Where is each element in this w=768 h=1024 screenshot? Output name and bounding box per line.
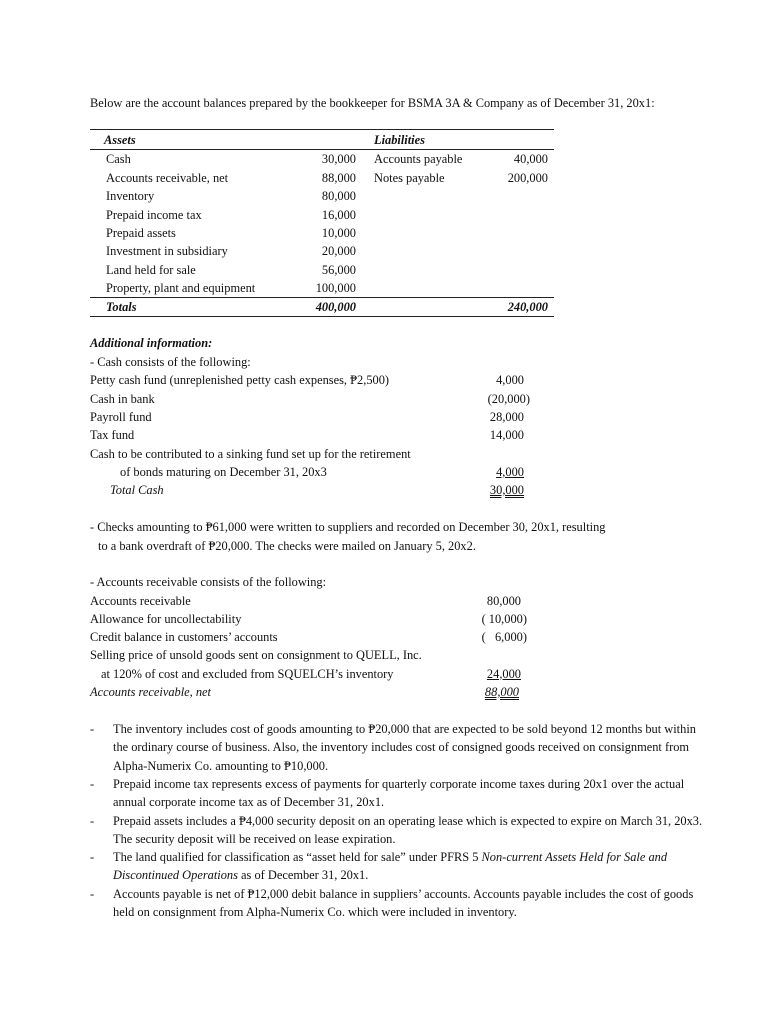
- asset-label: Inventory: [106, 189, 155, 203]
- ar-item-value: 24,000: [486, 666, 521, 681]
- ar-total-label: Accounts receivable, net: [90, 685, 211, 699]
- assets-header: Assets: [104, 133, 136, 147]
- cash-item-label: Payroll fund: [90, 410, 152, 424]
- ar-item-label: Accounts receivable: [90, 593, 191, 608]
- bullet-dash: -: [90, 722, 95, 736]
- asset-label: Property, plant and equipment: [106, 280, 256, 295]
- totals-bottom-rule: [90, 316, 554, 317]
- asset-value: 100,000: [315, 280, 356, 295]
- asset-value: 10,000: [321, 225, 356, 240]
- asset-label: Prepaid assets: [106, 225, 176, 240]
- bullet-dash: -: [90, 777, 95, 791]
- cash-intro: - Cash consists of the following:: [90, 354, 251, 369]
- cash-item-label: Petty cash fund (unreplenished petty cash expenses, ₱2,500): [90, 373, 390, 387]
- asset-value: 20,000: [321, 244, 356, 258]
- additional-heading: Additional information:: [90, 336, 213, 350]
- cash-item-label: of bonds maturing on December 31, 20x3: [120, 465, 327, 479]
- asset-label: Prepaid income tax: [106, 207, 202, 222]
- ar-intro: - Accounts receivable consists of the following:: [90, 575, 327, 589]
- asset-label: Accounts receivable, net: [106, 170, 229, 185]
- cash-item-value: 4,000: [496, 465, 524, 479]
- ar-item-value: ( 6,000): [481, 630, 527, 644]
- assets-total: 400,000: [315, 300, 356, 314]
- cash-item-label: Tax fund: [90, 428, 135, 442]
- cash-item-label: Cash in bank: [90, 391, 155, 406]
- cash-item-label: Cash to be contributed to a sinking fund set up for the retirement: [90, 446, 411, 461]
- totals-label: Totals: [106, 300, 137, 314]
- liability-value: 200,000: [507, 170, 548, 185]
- cash-item-value: 4,000: [496, 373, 524, 387]
- bullet-dash: -: [90, 850, 95, 864]
- note-land-text-post: as of December 31, 20x1.: [237, 868, 369, 883]
- intro-paragraph: Below are the account balances prepared by the bookkeeper for BSMA 3A & Company as of December 31, 20x1:: [90, 96, 655, 110]
- asset-value: 16,000: [321, 207, 356, 222]
- liability-label: Notes payable: [374, 170, 445, 185]
- note-land-text-pre: The land qualified for classification as “asset held for sale” under PFRS 5: [113, 850, 482, 864]
- ar-item-value: ( 10,000): [481, 611, 527, 626]
- cash-item-value: (20,000): [487, 391, 530, 406]
- cash-total: 30,000: [489, 483, 524, 497]
- asset-label: Investment in subsidiary: [106, 244, 228, 258]
- asset-label: Cash: [106, 152, 131, 166]
- ar-total: 88,000: [484, 685, 519, 699]
- ar-item-label: Selling price of unsold goods sent on consignment to QUELL, Inc.: [90, 648, 422, 662]
- liability-value: 40,000: [513, 152, 548, 166]
- note-land-standard-title: Non-current Assets Held for Sale and Discontinued Operations: [113, 850, 668, 883]
- note-land-held-for-sale: [113, 848, 703, 885]
- asset-value: 88,000: [321, 170, 356, 185]
- asset-label: Land held for sale: [106, 262, 196, 277]
- note-accounts-payable: Accounts payable is net of ₱12,000 debit balance in suppliers’ accounts. Accounts payable includes the cost of goods held on consignment from Alpha-Numerix Co. which were included in inventory.: [113, 887, 694, 920]
- asset-value: 80,000: [321, 189, 356, 203]
- note-prepaid-income-tax: Prepaid income tax represents excess of payments for quarterly corporate income taxes during 20x1 over the actual annual corporate income tax as of December 31, 20x1.: [113, 777, 685, 810]
- liabilities-total: 240,000: [507, 300, 548, 314]
- cash-item-value: 14,000: [489, 428, 524, 442]
- bullet-dash: -: [90, 813, 95, 828]
- bullet-dash: -: [90, 887, 95, 901]
- asset-value: 30,000: [321, 152, 356, 166]
- ar-item-value: 80,000: [486, 593, 521, 608]
- ar-item-label: Allowance for uncollectability: [90, 611, 242, 626]
- note-inventory: The inventory includes cost of goods amounting to ₱20,000 that are expected to be sold beyond 12 months but within the ordinary course of business. Also, the inventory includes cost of consigned goods received on consignment from Alpha-Numerix Co. amounting to ₱10,000.: [113, 722, 696, 773]
- cash-total-label: Total Cash: [110, 483, 164, 497]
- checks-note-line2: to a bank overdraft of ₱20,000. The checks were mailed on January 5, 20x2.: [98, 538, 476, 553]
- asset-value: 56,000: [321, 262, 356, 277]
- ar-item-label: at 120% of cost and excluded from SQUELCH’s inventory: [101, 666, 394, 681]
- liabilities-header: Liabilities: [374, 133, 425, 147]
- note-prepaid-assets: Prepaid assets includes a ₱4,000 security deposit on an operating lease which is expected to expire on March 31, 20x3. The security deposit will be received on lease expiration.: [113, 813, 703, 846]
- checks-note-line1: - Checks amounting to ₱61,000 were written to suppliers and recorded on December 30, 20x1, resulting: [90, 520, 606, 534]
- liability-label: Accounts payable: [374, 152, 463, 166]
- cash-item-value: 28,000: [489, 410, 524, 424]
- table-top-rule: [90, 129, 554, 130]
- ar-item-label: Credit balance in customers’ accounts: [90, 630, 278, 644]
